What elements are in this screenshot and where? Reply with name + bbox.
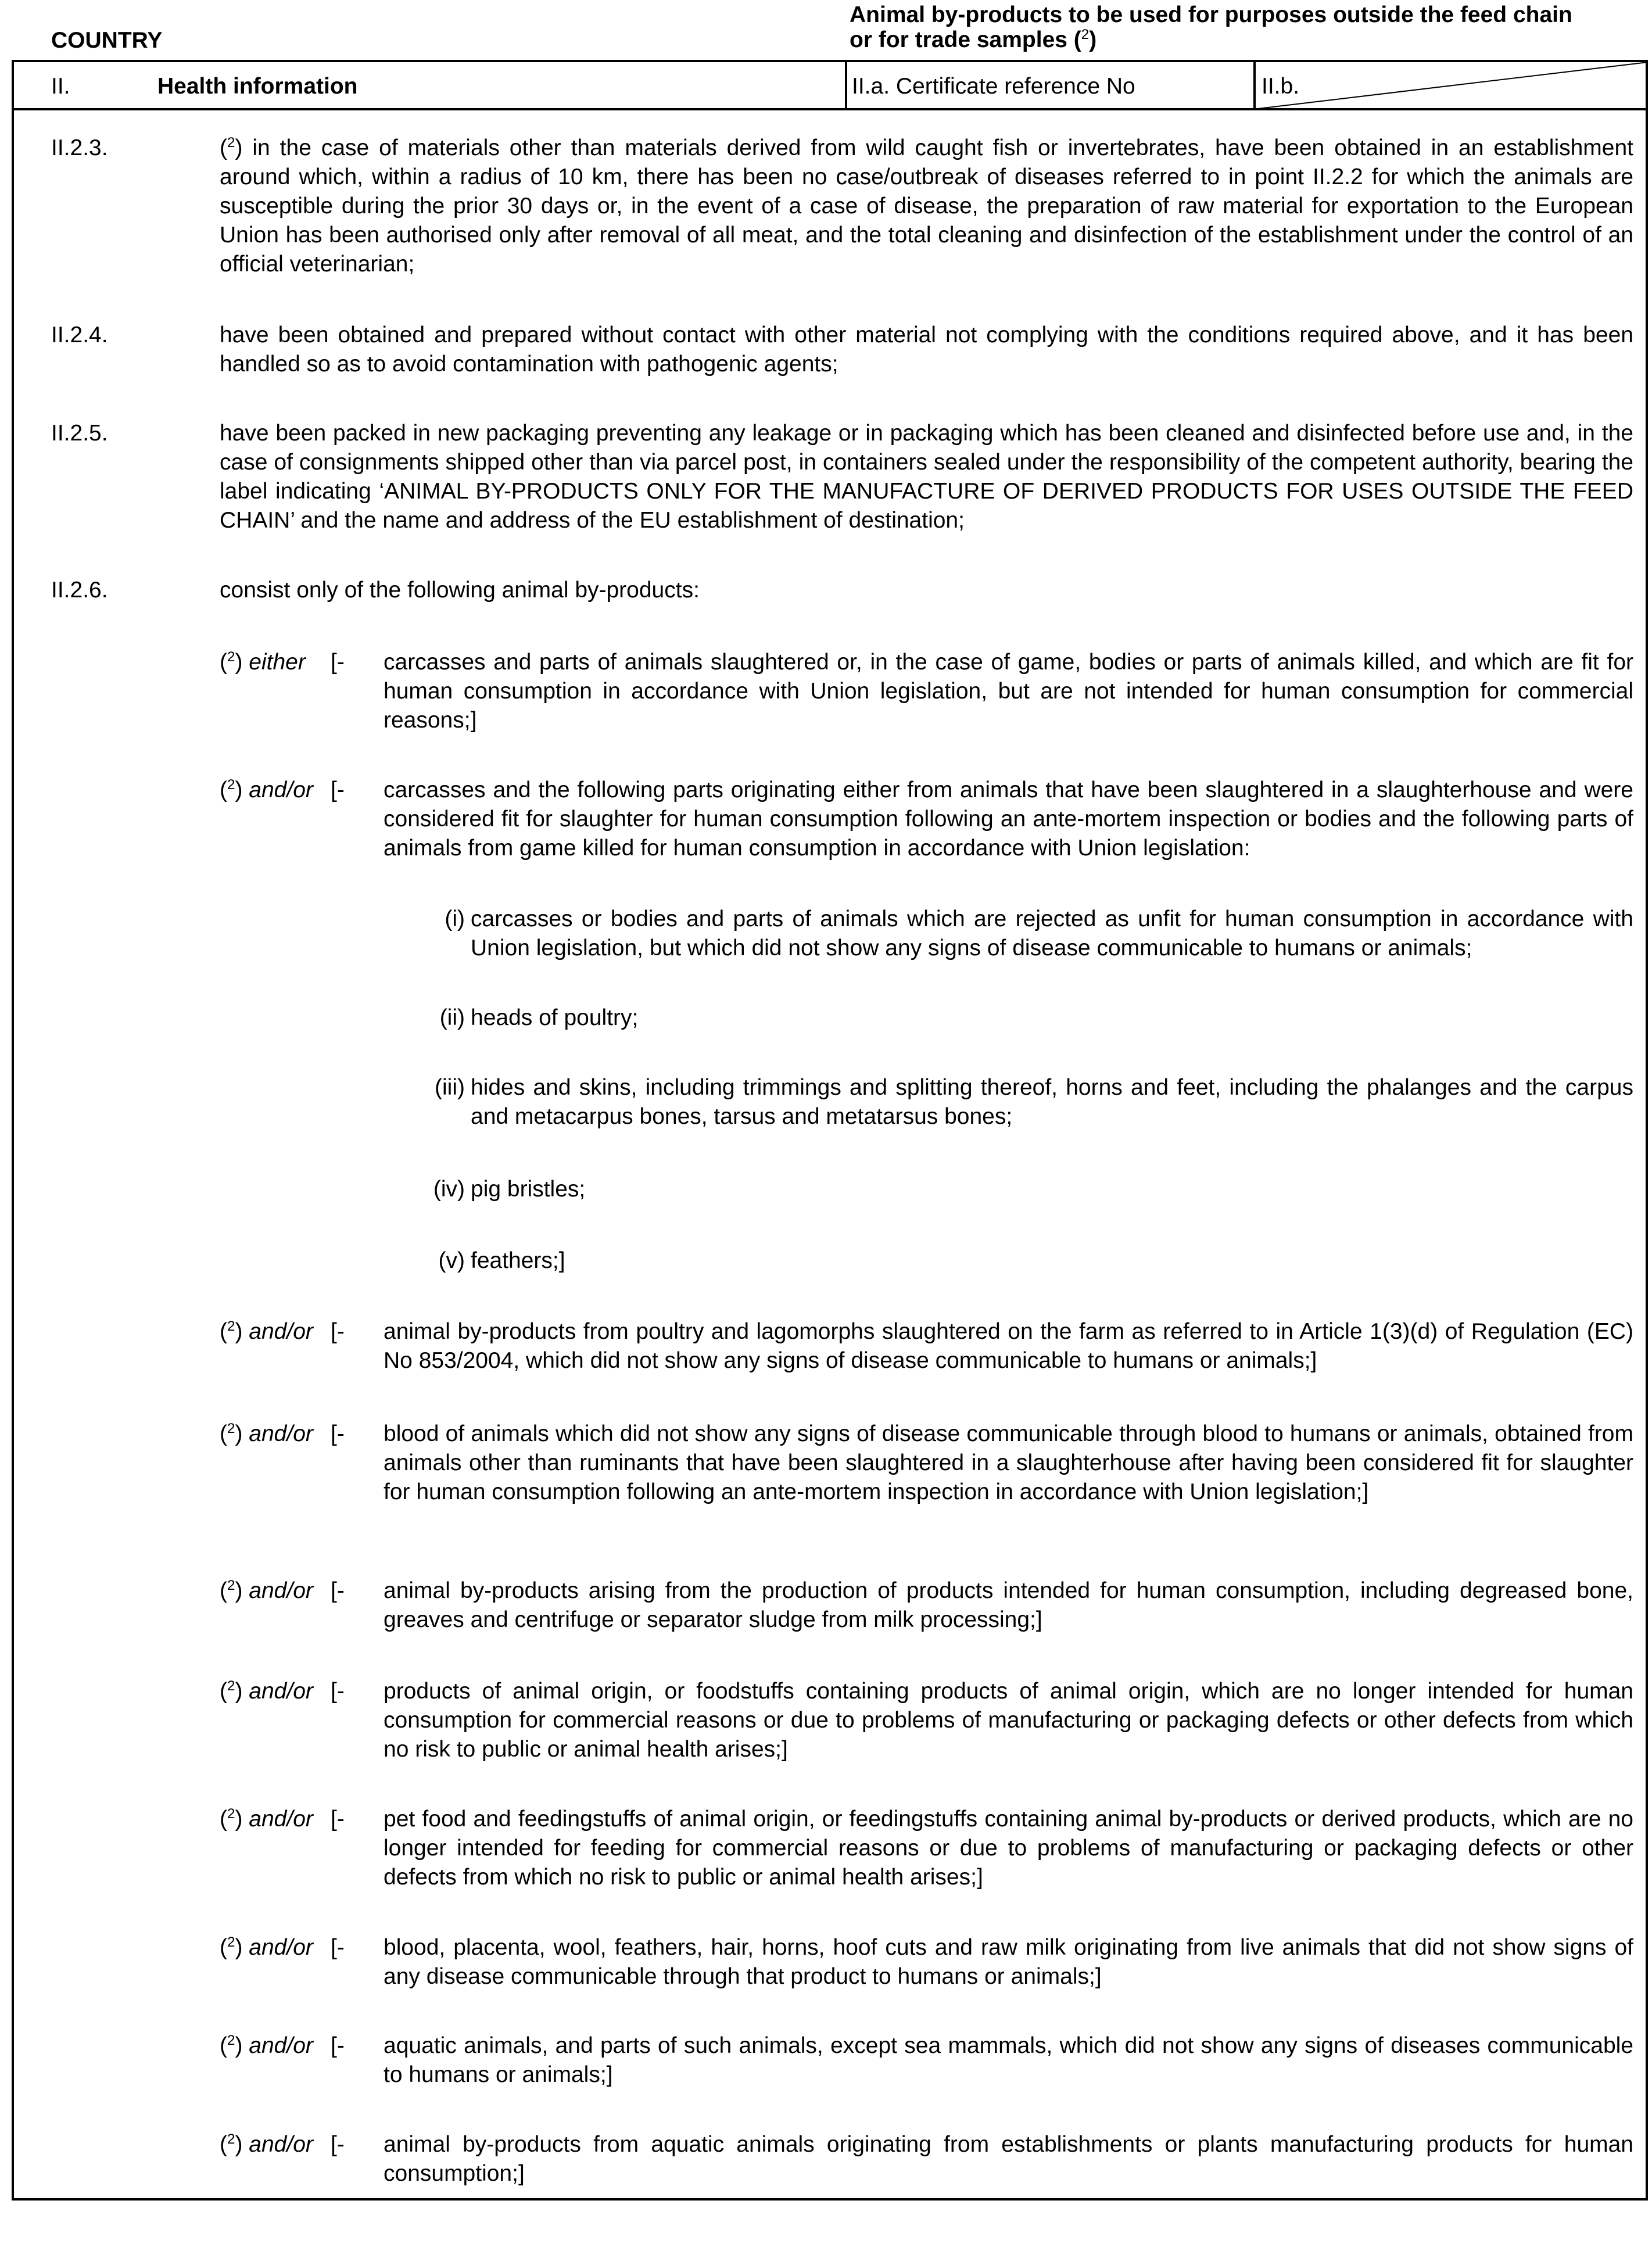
header-divider	[845, 62, 847, 108]
option-bracket: [-	[331, 1935, 345, 1960]
option-qualifier: ($^2$) and/or	[220, 1318, 313, 1344]
certificate-title-line1: Animal by-products to be used for purposes outside the feed chain	[850, 2, 1572, 27]
sub-item-text: pig bristles;	[471, 1177, 586, 1202]
sub-item-number: (i)	[445, 906, 465, 931]
sub-item-text: heads of poultry;	[471, 1005, 639, 1030]
clause-text: ($^2$) in the case of materials other than materials derived from wild caught fish or invertebrates, have been obtained in an establishment around which, within a radius of 10 km, there has been no case/outbreak of diseases referred to in point II.2.2 for which the animals are susceptible during the prior 30 days or, in the event of a case of disease, the preparation of raw material for exportation to the European Union has been authorised only after removal of all meat, and the total cleaning and disinfection of the establishment under the control of an official veterinarian;	[220, 135, 1634, 277]
sub-item-number: (ii)	[439, 1005, 465, 1030]
sub-item-text: feathers;]	[471, 1248, 565, 1273]
option-qualifier: ($^2$) and/or	[220, 1578, 313, 1603]
option-bracket: [-	[331, 2033, 345, 2058]
option-text: pet food and feedingstuffs of animal origin, or feedingstuffs containing animal by-products or derived products, which are no longer intended for feeding for commercial reasons or due to problems of manufacturing or packaging defects or other defects from which no risk to public or animal health arises;]	[384, 1807, 1633, 1890]
option-text: carcasses and parts of animals slaughtered or, in the case of game, bodies or parts of animals killed, and which are fit for human consumption in accordance with Union legislation, but are not intended for human consumption for commercial reasons;]	[384, 650, 1633, 733]
option-qualifier: ($^2$) and/or	[220, 1806, 313, 1832]
option-bracket: [-	[331, 2132, 345, 2157]
sub-item-number: (iv)	[433, 1177, 465, 1202]
option-text: animal by-products arising from the production of products intended for human consumption, including degreased bone, greaves and centrifuge or separator sludge from milk processing;]	[384, 1578, 1633, 1632]
option-qualifier: ($^2$) and/or	[220, 1421, 313, 1446]
option-bracket: [-	[331, 1421, 345, 1446]
section-title: Health information	[157, 74, 358, 99]
header-divider	[1253, 62, 1256, 108]
option-text: animal by-products from poultry and lagomorphs slaughtered on the farm as referred to in Article 1(3)(d) of Regulation (EC) No 853/2004, which did not show any signs of disease communicable to humans or animals;]	[384, 1319, 1633, 1373]
sub-item-text: carcasses or bodies and parts of animals which are rejected as unfit for human consumption in accordance with Union legislation, but which did not show any signs of disease communicable to humans or animals;	[471, 906, 1633, 961]
clause-text: have been obtained and prepared without contact with other material not complying with the conditions required above, and it has been handled so as to avoid contamination with pathogenic agents;	[220, 322, 1633, 377]
clause-text: have been packed in new packaging preventing any leakage or in packaging which has been cleaned and disinfected before use and, in the case of consignments shipped other than via parcel post, in containers sealed under the responsibility of the competent authority, bearing the label indicating ‘ANIMAL BY-PRODUCTS ONLY FOR THE MANUFACTURE OF DERIVED PRODUCTS FOR USES OUTSIDE THE FEED CHAIN’ and the name and address of the EU establishment of destination;	[220, 421, 1633, 533]
sub-item-number: (v)	[438, 1248, 465, 1273]
section-iib-label: II.b.	[1262, 74, 1300, 99]
certificate-title-line2: or for trade samples ($^2$)	[850, 27, 1097, 52]
option-text: animal by-products from aquatic animals originating from establishments or plants manufacturing products for human consumption;]	[384, 2132, 1633, 2186]
clause-number: II.2.5.	[51, 421, 108, 446]
option-qualifier: ($^2$) either	[220, 649, 306, 675]
certificate-title	[850, 2, 1651, 52]
option-text: aquatic animals, and parts of such animals, except sea mammals, which did not show any signs of diseases communicable to humans or animals;]	[384, 2033, 1633, 2087]
clause-number: II.2.3.	[51, 135, 108, 160]
option-bracket: [-	[331, 777, 345, 802]
option-text: products of animal origin, or foodstuffs containing products of animal origin, which are no longer intended for human consumption for commercial reasons or due to problems of manufacturing or packaging defects or other defects from which no risk to public or animal health arises;]	[384, 1679, 1633, 1762]
country-label: COUNTRY	[51, 28, 163, 53]
option-bracket: [-	[331, 1807, 345, 1832]
option-qualifier: ($^2$) and/or	[220, 1934, 313, 1960]
clause-number: II.2.4.	[51, 322, 108, 347]
option-bracket: [-	[331, 1679, 345, 1704]
option-bracket: [-	[331, 1319, 345, 1344]
diagonal-strike-line	[1258, 60, 1650, 112]
option-qualifier: ($^2$) and/or	[220, 777, 313, 802]
option-text: blood of animals which did not show any signs of disease communicable through blood to humans or animals, obtained from animals other than ruminants that have been slaughtered in a slaughterhouse after having been considered fit for slaughter for human consumption following an ante-mortem inspection in accordance with Union legislation;]	[384, 1421, 1633, 1504]
option-qualifier: ($^2$) and/or	[220, 2033, 313, 2058]
option-text: blood, placenta, wool, feathers, hair, horns, hoof cuts and raw milk originating from live animals that did not show signs of any disease communicable through that product to humans or animals;]	[384, 1935, 1633, 1989]
option-text: carcasses and the following parts originating either from animals that have been slaughtered in a slaughterhouse and were considered fit for slaughter for human consumption following an ante-mortem inspection or bodies and the following parts of animals from game killed for human consumption in accordance with Union legislation:	[384, 777, 1633, 861]
clause-number: II.2.6.	[51, 578, 108, 603]
sub-item-text: hides and skins, including trimmings and splitting thereof, horns and feet, including the phalanges and the carpus and metacarpus bones, tarsus and metatarsus bones;	[471, 1075, 1633, 1129]
option-qualifier: ($^2$) and/or	[220, 1678, 313, 1704]
option-qualifier: ($^2$) and/or	[220, 2131, 313, 2157]
option-bracket: [-	[331, 650, 345, 675]
sub-item-number: (iii)	[435, 1075, 465, 1100]
section-number: II.	[51, 74, 70, 99]
certificate-reference-label: II.a. Certificate reference No	[852, 74, 1135, 99]
clause-text: consist only of the following animal by-products:	[220, 578, 700, 603]
option-bracket: [-	[331, 1578, 345, 1603]
